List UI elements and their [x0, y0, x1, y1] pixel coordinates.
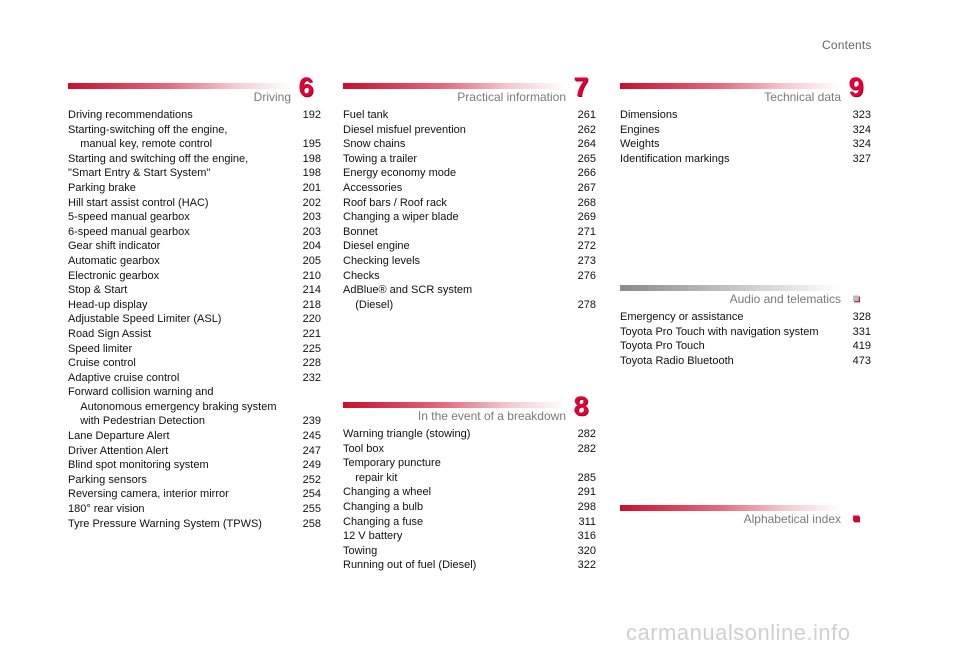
section-title: Technical data — [761, 90, 841, 104]
toc-entry-page: 204 — [302, 240, 321, 253]
toc-entry-label: Dimensions — [620, 109, 678, 121]
toc-entry-label: Forward collision warning and Autonomous emergency braking system with Pedestrian Detection — [68, 386, 277, 428]
toc-entry[interactable] — [343, 254, 596, 269]
toc-entry-page: 258 — [302, 517, 321, 530]
toc-entry-page: 262 — [577, 123, 596, 136]
toc-entry-page: 218 — [302, 298, 321, 311]
toc-entry-label: Driver Attention Alert — [68, 444, 169, 457]
toc-entry-page: 324 — [852, 138, 871, 151]
toc-entry-page: 272 — [577, 240, 596, 253]
chapter-number: 9 — [848, 71, 864, 102]
toc-entry-label: Changing a bulb — [343, 500, 424, 513]
section-bar — [620, 505, 841, 511]
toc-entry-page: 255 — [302, 503, 321, 516]
toc-entry-label: Tool box — [343, 442, 384, 455]
chapter-number: 8 — [573, 390, 589, 421]
toc-entry-page: 276 — [577, 269, 596, 282]
toc-entry-label: "Smart Entry & Start System" — [68, 167, 211, 180]
toc-entry-page: 265 — [577, 152, 596, 165]
toc-entry-label: Engines — [620, 123, 660, 136]
toc-entry-page: 203 — [302, 211, 321, 224]
toc-entry[interactable] — [343, 225, 596, 240]
toc-entry[interactable] — [343, 515, 596, 530]
toc-entry-label: Towing — [343, 544, 378, 557]
toc-entry-page: 228 — [302, 357, 321, 370]
toc-entry-page: 261 — [577, 109, 596, 121]
toc-entry-label: Gear shift indicator — [68, 240, 161, 253]
toc-entry-label: Fuel tank — [343, 109, 389, 121]
toc-entry-label: Tyre Pressure Warning System (TPWS) — [68, 517, 262, 530]
toc-entry[interactable] — [343, 210, 596, 225]
section-title: Driving — [251, 90, 291, 104]
toc-entry-page: 195 — [302, 138, 321, 151]
toc-entry-label: Blind spot monitoring system — [68, 459, 209, 472]
toc-entry[interactable] — [343, 166, 596, 181]
toc-entry-label: Towing a trailer — [343, 152, 417, 165]
toc-entry-page: 247 — [302, 444, 321, 457]
toc-entry-page: 252 — [302, 473, 321, 486]
toc-entry[interactable] — [343, 137, 596, 152]
toc-entry[interactable] — [343, 108, 596, 123]
toc-list — [68, 108, 321, 531]
toc-entry-page: 316 — [577, 530, 596, 543]
page-title: Contents — [822, 38, 872, 52]
toc-entry[interactable] — [68, 473, 321, 488]
toc-list — [343, 427, 596, 573]
toc-entry-label: Lane Departure Alert — [68, 430, 170, 443]
toc-entry-label: Checks — [343, 269, 380, 282]
section-technical-data — [620, 71, 871, 166]
toc-entry-page: 328 — [852, 311, 871, 323]
toc-entry[interactable] — [68, 239, 321, 254]
toc-entry-page: 419 — [852, 340, 871, 353]
toc-entry-label: 180° rear vision — [68, 503, 145, 516]
toc-entry-page: 225 — [302, 342, 321, 355]
toc-entry-page: 203 — [302, 225, 321, 238]
toc-entry[interactable] — [68, 502, 321, 517]
toc-entry[interactable] — [68, 166, 321, 181]
toc-entry-page: 245 — [302, 430, 321, 443]
toc-entry-label: Weights — [620, 138, 660, 151]
toc-entry-label: Cruise control — [68, 357, 136, 370]
section-header — [343, 71, 596, 108]
toc-entry-label: Head-up display — [68, 298, 148, 311]
toc-entry-label: Electronic gearbox — [68, 269, 160, 282]
toc-list — [620, 108, 871, 166]
section-title: Practical information — [454, 90, 566, 104]
toc-entry[interactable] — [68, 487, 321, 502]
toc-entry[interactable] — [620, 137, 871, 152]
toc-entry[interactable] — [620, 339, 871, 354]
toc-entry[interactable] — [343, 500, 596, 515]
toc-entry-label: Automatic gearbox — [68, 254, 160, 267]
chapter-marker-icon: ■ — [852, 291, 860, 305]
toc-entry-label: Changing a wiper blade — [343, 211, 459, 224]
toc-entry[interactable] — [68, 312, 321, 327]
toc-entry-page: 268 — [577, 196, 596, 209]
section-bar — [620, 83, 841, 89]
toc-entry-label: Toyota Radio Bluetooth — [620, 354, 734, 367]
toc-entry[interactable] — [620, 325, 871, 340]
toc-entry-label: Accessories — [343, 181, 403, 194]
chapter-number: 6 — [298, 71, 314, 102]
toc-entry-page: 298 — [577, 500, 596, 513]
toc-entry-page: 192 — [302, 109, 321, 121]
toc-entry[interactable] — [343, 123, 596, 138]
toc-entry-page: 266 — [577, 167, 596, 180]
toc-entry-page: 254 — [302, 488, 321, 501]
toc-entry[interactable] — [68, 356, 321, 371]
section-breakdown — [343, 390, 596, 573]
section-practical-information — [343, 71, 596, 312]
toc-entry[interactable] — [68, 254, 321, 269]
toc-entry-label: Reversing camera, interior mirror — [68, 488, 229, 501]
toc-entry-label: Bonnet — [343, 225, 378, 238]
toc-entry-label: Adaptive cruise control — [68, 371, 180, 384]
watermark: carmanualsonline.info — [626, 620, 851, 645]
toc-entry[interactable] — [343, 529, 596, 544]
toc-entry[interactable] — [68, 517, 321, 532]
toc-entry[interactable] — [68, 444, 321, 459]
toc-entry-label: 12 V battery — [343, 530, 403, 543]
toc-entry[interactable] — [620, 310, 871, 325]
toc-entry-label: Speed limiter — [68, 342, 133, 355]
toc-entry-page: 269 — [577, 211, 596, 224]
toc-entry-page: 239 — [302, 415, 321, 428]
section-header — [620, 500, 871, 530]
section-header — [620, 280, 871, 310]
toc-entry-label: Running out of fuel (Diesel) — [343, 559, 477, 572]
toc-entry[interactable] — [68, 152, 321, 167]
toc-entry-page: 278 — [577, 298, 596, 311]
toc-entry-page: 205 — [302, 254, 321, 267]
toc-list — [620, 310, 871, 368]
toc-entry-label: Toyota Pro Touch with navigation system — [620, 325, 819, 338]
toc-entry-page: 473 — [852, 354, 871, 367]
toc-entry-label: Starting-switching off the engine, manual key, remote control — [68, 123, 228, 151]
toc-entry[interactable] — [68, 123, 321, 152]
toc-entry-label: Driving recommendations — [68, 109, 193, 121]
toc-entry[interactable] — [68, 225, 321, 240]
toc-entry-label: Emergency or assistance — [620, 311, 744, 323]
toc-entry[interactable] — [68, 210, 321, 225]
toc-entry-page: 273 — [577, 254, 596, 267]
toc-entry-page: 282 — [577, 442, 596, 455]
toc-entry-page: 249 — [302, 459, 321, 472]
section-header — [68, 71, 321, 108]
section-driving — [68, 71, 321, 531]
section-header — [343, 390, 596, 427]
toc-entry[interactable] — [620, 123, 871, 138]
toc-entry-label: Adjustable Speed Limiter (ASL) — [68, 313, 222, 326]
toc-entry[interactable] — [343, 181, 596, 196]
toc-entry[interactable] — [68, 283, 321, 298]
toc-entry-page: 271 — [577, 225, 596, 238]
toc-entry-page: 322 — [577, 559, 596, 572]
toc-entry-page: 202 — [302, 196, 321, 209]
toc-entry[interactable] — [343, 558, 596, 573]
toc-entry[interactable] — [343, 196, 596, 211]
toc-entry[interactable] — [343, 152, 596, 167]
section-alphabetical-index — [620, 500, 871, 530]
toc-entry[interactable] — [620, 108, 871, 123]
toc-entry-page: 282 — [577, 428, 596, 440]
toc-entry-page: 220 — [302, 313, 321, 326]
toc-entry-label: Diesel engine — [343, 240, 410, 253]
toc-entry-label: Warning triangle (stowing) — [343, 428, 471, 440]
toc-entry[interactable] — [343, 544, 596, 559]
toc-entry[interactable] — [68, 385, 321, 429]
toc-entry[interactable] — [68, 108, 321, 123]
section-bar — [620, 285, 841, 291]
section-title: Alphabetical index — [741, 512, 841, 526]
toc-list — [343, 108, 596, 312]
toc-entry-label: Starting and switching off the engine, — [68, 152, 249, 165]
toc-entry[interactable] — [68, 429, 321, 444]
toc-entry-page: 201 — [302, 181, 321, 194]
toc-entry-label: Changing a fuse — [343, 515, 424, 528]
toc-entry[interactable] — [343, 485, 596, 500]
toc-entry[interactable] — [68, 298, 321, 313]
toc-entry-label: Diesel misfuel prevention — [343, 123, 466, 136]
toc-entry-page: 324 — [852, 123, 871, 136]
toc-entry-page: 291 — [577, 486, 596, 499]
toc-entry[interactable] — [68, 196, 321, 211]
toc-entry[interactable] — [68, 181, 321, 196]
toc-entry[interactable] — [68, 342, 321, 357]
toc-entry[interactable] — [68, 371, 321, 386]
toc-entry-label: Roof bars / Roof rack — [343, 196, 447, 209]
toc-entry-label: Identification markings — [620, 152, 730, 165]
toc-entry[interactable] — [620, 354, 871, 369]
toc-entry-label: Hill start assist control (HAC) — [68, 196, 209, 209]
section-title: In the event of a breakdown — [415, 409, 566, 423]
toc-entry-page: 327 — [852, 152, 871, 165]
section-audio-telematics — [620, 280, 871, 368]
toc-entry[interactable] — [68, 458, 321, 473]
toc-entry-page: 221 — [302, 327, 321, 340]
toc-entry-label: Snow chains — [343, 138, 406, 151]
toc-entry-page: 331 — [852, 325, 871, 338]
toc-entry[interactable] — [343, 456, 596, 485]
chapter-marker-icon: ■ — [852, 511, 860, 525]
toc-entry[interactable] — [620, 152, 871, 167]
toc-entry-page: 320 — [577, 544, 596, 557]
toc-entry-label: Energy economy mode — [343, 167, 457, 180]
toc-entry[interactable] — [343, 239, 596, 254]
toc-entry-page: 285 — [577, 471, 596, 484]
toc-entry[interactable] — [343, 269, 596, 284]
toc-entry-page: 198 — [302, 152, 321, 165]
toc-entry-label: Changing a wheel — [343, 486, 432, 499]
toc-entry-label: Parking sensors — [68, 473, 147, 486]
toc-entry-label: Toyota Pro Touch — [620, 340, 705, 353]
toc-entry-label: Temporary puncture repair kit — [343, 457, 441, 484]
toc-entry-label: Road Sign Assist — [68, 327, 152, 340]
toc-entry-label: 6-speed manual gearbox — [68, 225, 190, 238]
toc-entry[interactable] — [343, 427, 596, 442]
toc-entry-label: Parking brake — [68, 181, 136, 194]
toc-entry-label: AdBlue® and SCR system (Diesel) — [343, 284, 473, 311]
toc-entry-page: 210 — [302, 269, 321, 282]
toc-entry[interactable] — [68, 327, 321, 342]
section-header — [620, 71, 871, 108]
toc-entry-page: 323 — [852, 109, 871, 121]
toc-entry-page: 267 — [577, 181, 596, 194]
section-title: Audio and telematics — [727, 292, 841, 306]
section-bar — [343, 83, 566, 89]
toc-entry-page: 214 — [302, 284, 321, 297]
toc-entry[interactable] — [343, 442, 596, 457]
toc-entry-page: 264 — [577, 138, 596, 151]
toc-entry-page: 232 — [302, 371, 321, 384]
toc-entry-label: Checking levels — [343, 254, 421, 267]
section-bar — [343, 402, 566, 408]
toc-entry[interactable] — [68, 269, 321, 284]
toc-entry-label: Stop & Start — [68, 284, 128, 297]
toc-entry-page: 311 — [578, 515, 596, 528]
toc-entry-page: 198 — [302, 167, 321, 180]
toc-entry[interactable] — [343, 283, 596, 312]
chapter-number: 7 — [573, 71, 589, 102]
toc-entry-label: 5-speed manual gearbox — [68, 211, 190, 224]
section-bar — [68, 83, 291, 89]
